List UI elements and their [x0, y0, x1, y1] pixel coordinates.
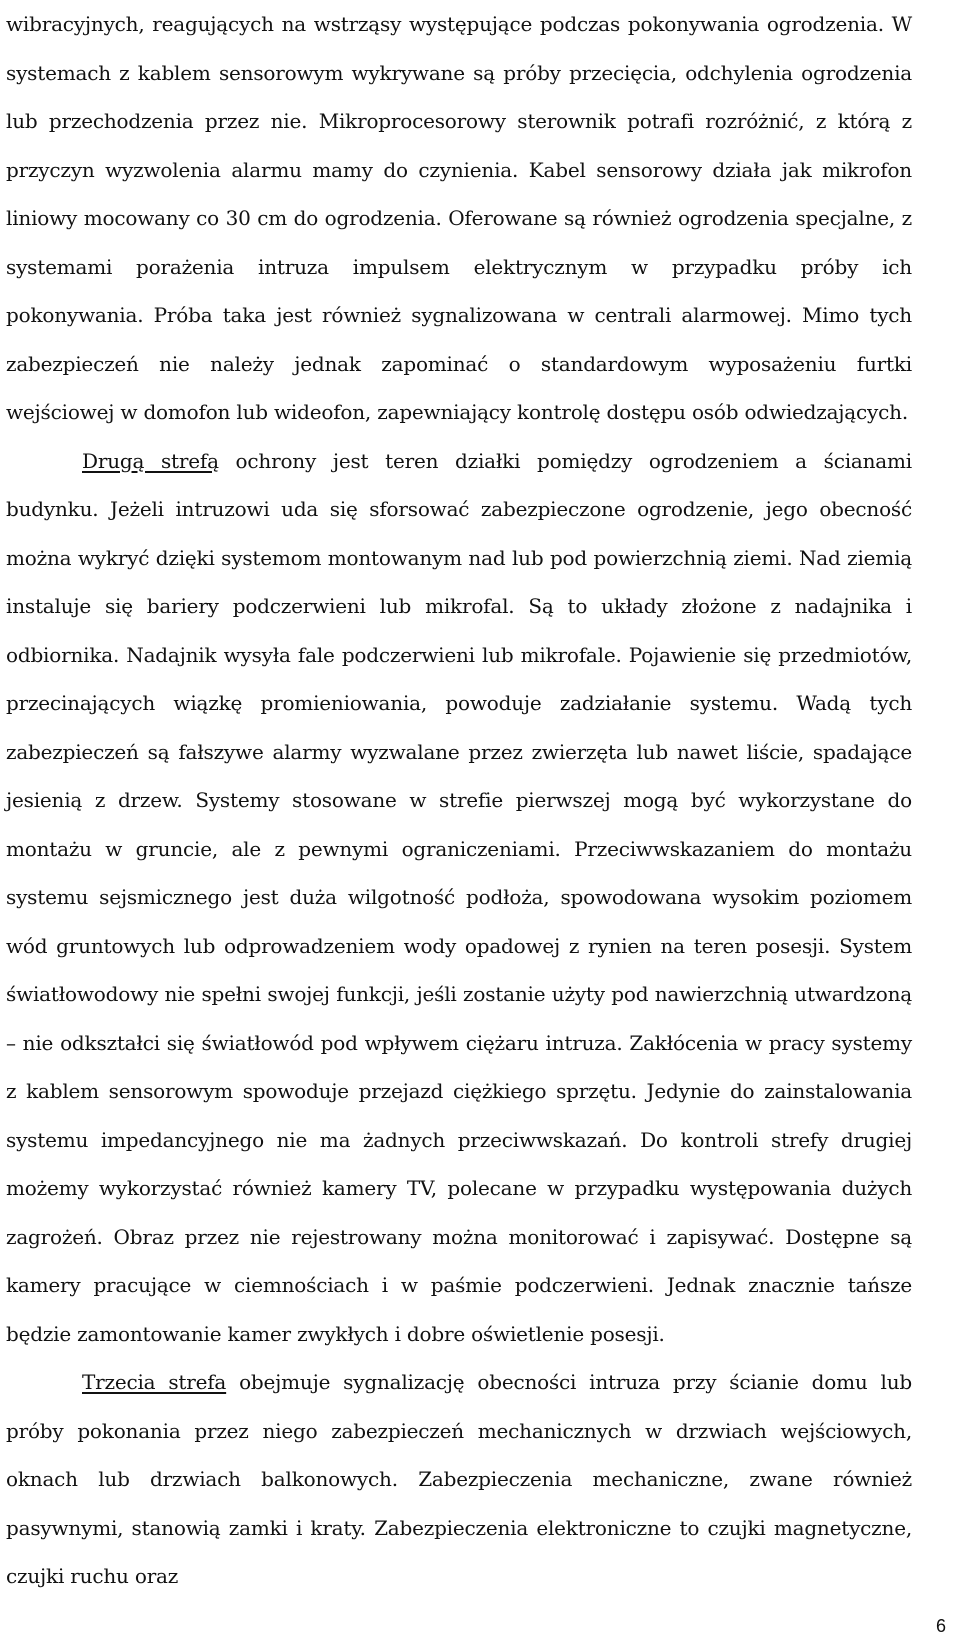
- paragraph-1-text: wibracyjnych, reagujących na wstrząsy występujące podczas pokonywania ogrodzenia. W systemach z kablem sensorowym wykrywane są próby przecięcia, odchylenia ogrodzenia lub przechodzenia przez nie. Mikroprocesorowy sterownik potrafi rozróżnić, z którą z przyczyn wyzwolenia alarmu mamy do czynienia. Kabel sensorowy działa jak mikrofon liniowy mocowany co 30 cm do ogrodzenia. Oferowane są również ogrodzenia specjalne, z systemami porażenia intruza impulsem elektrycznym w przypadku próby ich pokonywania. Próba taka jest również sygnalizowana w centrali alarmowej. Mimo tych zabezpieczeń nie należy jednak zapominać o standardowym wyposażeniu furtki wejściowej w domofon lub wideofon, zapewniający kontrolę dostępu osób odwiedzających.: [6, 12, 912, 424]
- paragraph-2-text: ochrony jest teren działki pomiędzy ogrodzeniem a ścianami budynku. Jeżeli intruzowi uda się sforsować zabezpieczone ogrodzenie, jego obecność można wykryć dzięki systemom montowanym nad lub pod powierzchnią ziemi. Nad ziemią instaluje się bariery podczerwieni lub mikrofal. Są to układy złożone z nadajnika i odbiornika. Nadajnik wysyła fale podczerwieni lub mikrofale. Pojawienie się przedmiotów, przecinających wiązkę promieniowania, powoduje zadziałanie systemu. Wadą tych zabezpieczeń są fałszywe alarmy wyzwalane przez zwierzęta lub nawet liście, spadające jesienią z drzew. Systemy stosowane w strefie pierwszej mogą być wykorzystane do montażu w gruncie, ale z pewnymi ograniczeniami. Przeciwwskazaniem do montażu systemu sejsmicznego jest duża wilgotność podłoża, spowodowana wysokim poziomem wód gruntowych lub odprowadzeniem wody opadowej z rynien na teren posesji. System światłowodowy nie spełni swojej funkcji, jeśli zostanie użyty pod nawierzchnią utwardzoną – nie odkształci się światłowód pod wpływem ciężaru intruza. Zakłócenia w pracy systemy z kablem sensorowym spowoduje przejazd ciężkiego sprzętu. Jedynie do zainstalowania systemu impedancyjnego nie ma żadnych przeciwwskazań. Do kontroli strefy drugiej możemy wykorzystać również kamery TV, polecane w przypadku występowania dużych zagrożeń. Obraz przez nie rejestrowany można monitorować i zapisywać. Dostępne są kamery pracujące w ciemnościach i w paśmie podczerwieni. Jednak znacznie tańsze będzie zamontowanie kamer zwykłych i dobre oświetlenie posesji.: [6, 448, 912, 1346]
- paragraph-1: [6, 0, 912, 437]
- paragraph-3-text: obejmuje sygnalizację obecności intruza przy ścianie domu lub próby pokonania przez niego zabezpieczeń mechanicznych w drzwiach wejściowych, oknach lub drzwiach balkonowych. Zabezpieczenia mechaniczne, zwane również pasywnymi, stanowią zamki i kraty. Zabezpieczenia elektroniczne to czujki magnetyczne, czujki ruchu oraz: [6, 1370, 912, 1588]
- body-text: [6, 0, 912, 1601]
- paragraph-2-lead: Drugą strefą: [82, 448, 219, 473]
- paragraph-3: [6, 1358, 912, 1601]
- paragraph-2: [6, 437, 912, 1359]
- paragraph-3-lead: Trzecia strefa: [82, 1370, 227, 1394]
- page-number: 6: [935, 1616, 946, 1636]
